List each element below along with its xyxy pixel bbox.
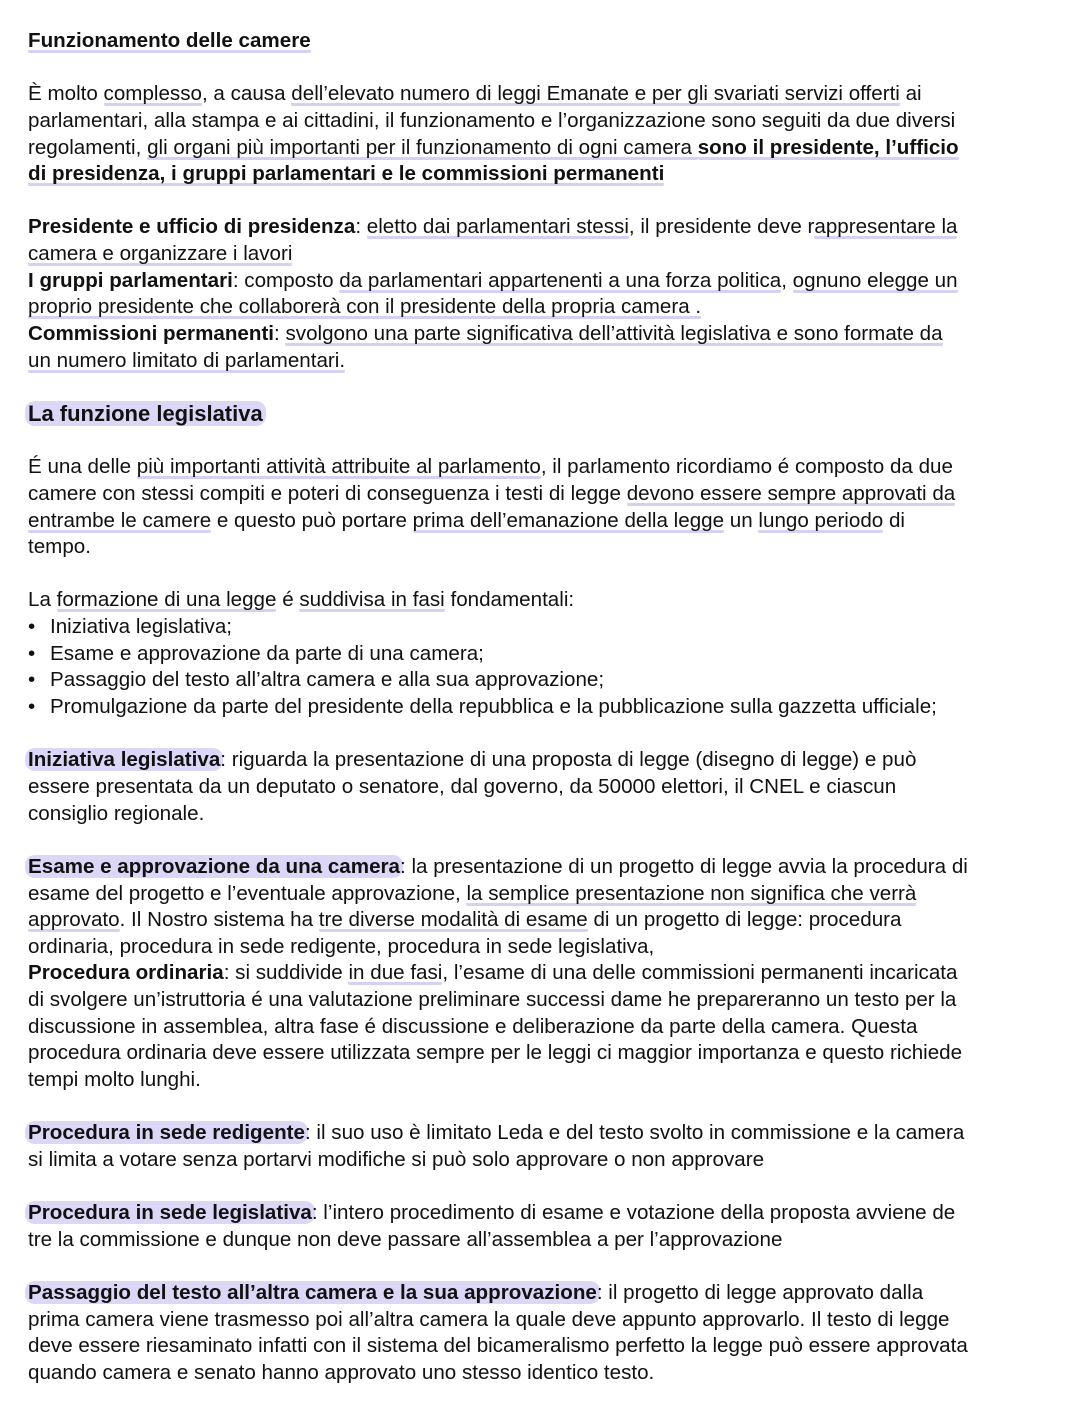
underlined-text: appresentare la [814,215,958,239]
underlined-text: ognuno elegge un [792,268,958,292]
text-span: : la presentazione di un progetto di legge avvia la procedura di [400,854,968,878]
bullet-item [28,641,1068,668]
text-span: un [724,508,759,532]
text-line [28,1280,1068,1307]
text-span: tempi molto lunghi. [28,1067,201,1091]
underlined-text: Funzionamento delle camere [28,29,311,52]
text-span: , il presidente deve r [628,215,815,239]
text-span: e questo può portare [211,508,413,532]
highlighted-text: Passaggio del testo all’altra camera e la sua approvazione [25,1281,600,1304]
text-span: : riguarda la presentazione di una proposta di legge (disegno di legge) e può [220,748,917,772]
text-span: ai [899,82,922,106]
text-line [28,1067,1068,1094]
text-line [28,934,1068,961]
text-span: : [274,322,286,346]
text-line [28,960,1068,987]
text-span: regolamenti, [28,135,148,159]
text-line [28,881,1068,908]
text-span: essere presentata da un deputato o senatore, dal governo, da 50000 elettori, il CNEL e ciascun [28,774,897,798]
text-span: . Il Nostro sistema ha [119,908,319,932]
underlined-text: entrambe le camere [28,508,212,532]
blank-line [28,827,1068,854]
underlined-text: sono il presidente, l’ufficio [697,135,959,159]
underlined-text: svolgono una parte significativa dell’attività legislativa e sono formate da [285,322,943,346]
blank-line [28,1174,1068,1201]
section-heading [28,401,1068,428]
underlined-text: devono essere sempre approvati da [626,481,956,505]
text-span: : [355,215,367,239]
text-span: : si suddivide [223,961,349,985]
text-line [28,747,1068,774]
blank-line [28,188,1068,215]
underlined-text: eletto dai parlamentari stessi [366,215,629,239]
bullet-icon: • [28,668,36,692]
text-line [28,534,1068,561]
highlighted-text: Procedura in sede redigente [25,1121,308,1144]
text-span: Promulgazione da parte del presidente della repubblica e la pubblicazione sulla gazzetta ufficiale; [50,695,937,719]
blank-line [28,55,1068,82]
underlined-text: prima dell’emanazione della legge [412,508,725,532]
text-span: prima camera viene trasmesso poi all’altra camera la quale deve appunto approvarlo. Il testo di legge [28,1307,950,1331]
text-span: : il suo uso è limitato Leda e del testo svolto in commissione e la camera [304,1121,965,1145]
underlined-text: approvato [28,908,120,932]
text-span: tempo. [28,535,91,559]
text-line [28,1014,1068,1041]
text-span: , l’esame di una delle commissioni permanenti incaricata [442,961,958,985]
blank-line [28,721,1068,748]
text-line [28,1360,1068,1387]
text-line [28,454,1068,481]
highlighted-text: Iniziativa legislativa [25,748,223,771]
text-span: Iniziativa legislativa; [50,615,232,639]
text-span: quando camera e senato hanno approvato uno stesso identico testo. [28,1361,655,1385]
text-line [28,1227,1068,1254]
underlined-text: la semplice presentazione non significa che verrà [466,881,917,905]
text-span: , a causa [201,82,292,106]
text-span: : il progetto di legge approvato dalla [596,1281,924,1305]
blank-line [28,1253,1068,1280]
text-line [28,161,1068,188]
text-line [28,81,1068,108]
text-line [28,321,1068,348]
text-span: camere con stessi compiti e poteri di conseguenza i testi di legge [28,481,627,505]
underlined-text: lungo periodo [758,508,884,532]
text-span: ordinaria, procedura in sede redigente, procedura in sede legislativa, [28,934,655,958]
text-line [28,907,1068,934]
text-span: si limita a votare senza portarvi modifiche si può solo approvare o non approvare [28,1147,765,1171]
underlined-text: gli organi più importanti per il funzionamento di ogni camera [147,135,698,159]
underlined-text: in due fasi [348,961,443,985]
text-span: Passaggio del testo all’altra camera e alla sua approvazione; [50,668,605,692]
text-line [28,1307,1068,1334]
text-line [28,801,1068,828]
bullet-icon: • [28,641,36,665]
text-span: di un progetto di legge: procedura [587,908,902,932]
text-line [28,508,1068,535]
text-span: di [883,508,905,532]
text-span: discussione in assemblea, altra fase é discussione e deliberazione da parte della camera. Questa [28,1014,918,1038]
underlined-text: da parlamentari appartenenti a una forza politica [339,268,782,292]
text-line [28,774,1068,801]
text-line [28,348,1068,375]
text-span: É una delle [28,455,137,479]
text-span: È molto [28,82,104,106]
text-line [28,587,1068,614]
text-line [28,1040,1068,1067]
text-span: tre la commissione e dunque non deve passare all’assemblea a per l’approvazione [28,1227,783,1251]
text-span: fondamentali: [444,588,575,612]
text-line [28,1200,1068,1227]
text-span: : composto [232,268,340,292]
underlined-text: dell’elevato numero di leggi Emanate e per gli svariati servizi offerti [291,82,900,106]
text-line [28,1147,1068,1174]
underlined-text: di presidenza, i gruppi parlamentari e le commissioni permanenti [28,162,665,186]
text-line [28,268,1068,295]
blank-line [28,561,1068,588]
highlighted-text: Esame e approvazione da una camera [25,855,403,878]
bold-text: Commissioni permanenti [28,322,275,346]
text-span: Esame e approvazione da parte di una camera; [50,641,484,665]
blank-line [28,428,1068,455]
underlined-text: più importanti attività attribuite al parlamento [136,455,541,479]
text-line [28,294,1068,321]
underlined-text: proprio presidente che collaborerà con il presidente della propria camera . [28,295,702,319]
underlined-text: tre diverse modalità di esame [318,908,588,932]
underlined-text: camera e organizzare i lavori [28,242,293,266]
text-span: , il parlamento ricordiamo é composto da due [540,455,953,479]
text-span: di svolgere un’istruttoria é una valutazione preliminare successi dame he prepareranno un testo per la [28,988,957,1012]
text-span: procedura ordinaria deve essere utilizzata sempre per le leggi ci maggior importanza e questo richiede [28,1041,963,1065]
highlighted-text: La funzione legislativa [25,401,266,426]
highlighted-text: Procedura in sede legislativa [25,1201,315,1224]
bullet-item [28,667,1068,694]
blank-line [28,374,1068,401]
document-page [28,28,1068,1387]
text-line [28,108,1068,135]
text-line [28,135,1068,162]
text-line [28,481,1068,508]
text-line [28,854,1068,881]
text-span: consiglio regionale. [28,801,205,825]
text-line [28,987,1068,1014]
bold-text: Presidente e ufficio di presidenza [28,215,356,239]
text-span: La [28,588,57,612]
text-span: : l’intero procedimento di esame e votazione della proposta avviene de [311,1201,956,1225]
bold-text: I gruppi parlamentari [28,268,233,292]
text-span: deve essere riesaminato infatti con il sistema del bicameralismo perfetto la legge può essere approvata [28,1334,968,1358]
text-span: , [781,268,793,292]
bold-text: Procedura ordinaria [28,961,224,985]
underlined-text: un numero limitato di parlamentari. [28,348,346,372]
bullet-icon: • [28,615,36,639]
text-line [28,214,1068,241]
underlined-text: formazione di una legge [56,588,277,612]
text-span: é [276,588,300,612]
bullet-item [28,614,1068,641]
text-line [28,1333,1068,1360]
underlined-text: complesso [103,82,202,106]
bullet-item [28,694,1068,721]
blank-line [28,1094,1068,1121]
text-line [28,1120,1068,1147]
bullet-icon: • [28,695,36,719]
text-span: esame del progetto e l’eventuale approvazione, [28,881,467,905]
underlined-text: suddivisa in fasi [299,588,445,612]
text-span: parlamentari, alla stampa e ai cittadini, il funzionamento e l’organizzazione sono seguiti da due diversi [28,108,956,132]
text-line [28,241,1068,268]
text-line [28,28,1068,55]
